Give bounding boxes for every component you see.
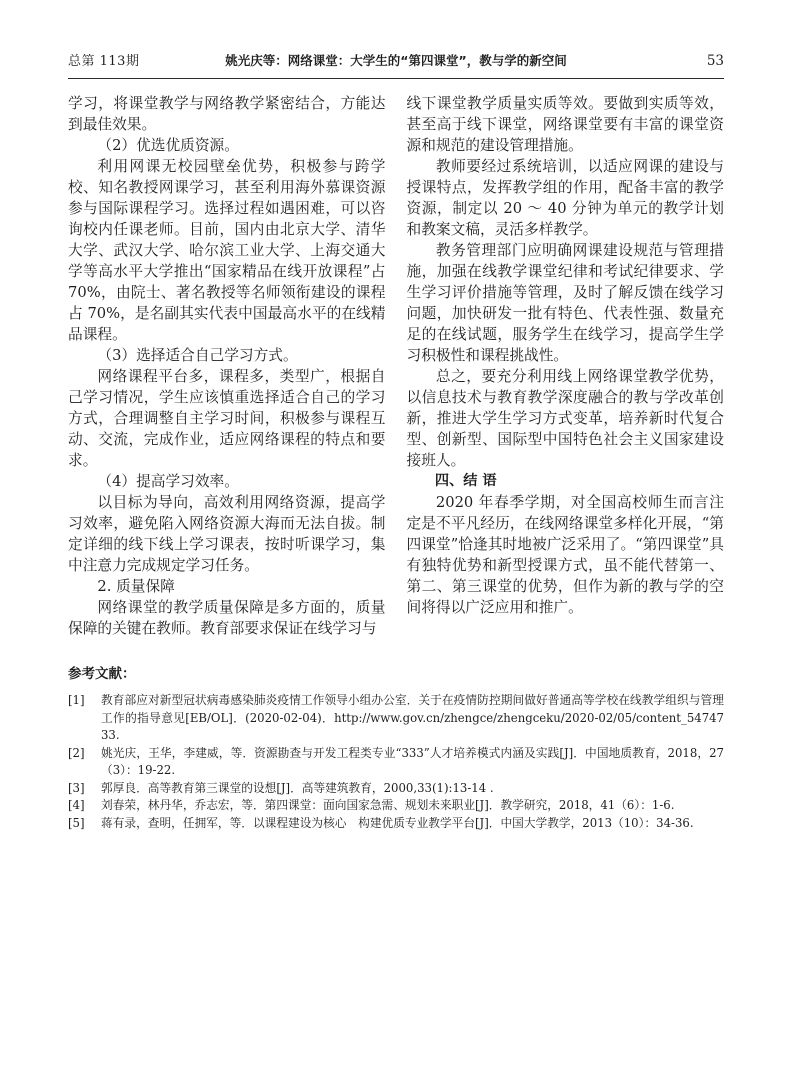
running-title: 姚光庆等：网络课堂：大学生的“第四课堂”，教与学的新空间 [225, 53, 567, 68]
left-column [68, 93, 386, 639]
reference-item [68, 745, 724, 780]
body-paragraph: （2）优选优质资源。 [97, 137, 239, 154]
reference-number: [3] [68, 780, 85, 795]
right-column [407, 93, 725, 639]
issue-number: 总第 113期 [68, 54, 140, 69]
reference-item [68, 797, 724, 815]
reference-text: 刘春荣，林丹华，乔志宏，等．第四课堂：面向国家急需、规划未来职业[J]．教学研究，2018，41（6）：1-6. [101, 798, 675, 812]
reference-text: 教育部应对新型冠状病毒感染肺炎疫情工作领导小组办公室．关于在疫情防控期间做好普通高等学校在线教学组织与管理工作的指导意见[EB/OL]．(2020-02-04)．http://www.gov.cn/zhengce/zhengceku/2020-02/05/content_5474733. [101, 693, 724, 742]
article-body [68, 93, 724, 639]
reference-text: 蒋有录，查明，任拥军，等．以课程建设为核心 构建优质专业教学平台[J]．中国大学教学，2013（10）：34-36. [101, 815, 694, 830]
body-paragraph: 以目标为导向，高效利用网络资源，提高学习效率，避免陷入网络资源大海而无法自拔。制定详细的线下线上学习课表，按时听课学习，集中注意力完成规定学习任务。 [68, 494, 386, 574]
body-paragraph: 网络课堂的教学质量保障是多方面的，质量保障的关键在教师。教育部要求保证在线学习与 [68, 599, 386, 637]
subsection-heading: 2. 质量保障 [97, 578, 175, 595]
reference-number: [2] [68, 745, 85, 760]
reference-text: 姚光庆，王华，李建威，等．资源勘查与开发工程类专业“333”人才培养模式内涵及实践[J]．中国地质教育，2018，27（3）：19-22. [101, 745, 724, 777]
page-number: 53 [706, 53, 724, 69]
body-paragraph: 教务管理部门应明确网课建设规范与管理措施，加强在线教学课堂纪律和考试纪律要求、学生学习评价措施等管理，及时了解反馈在线学习问题，加快研发一批有特色、代表性强、数量充足的在线试题，服务学生在线学习，提高学生学习积极性和课程挑战性。 [406, 242, 724, 364]
section-heading: 四、结 语 [434, 473, 497, 489]
body-paragraph: 总之，要充分利用线上网络课堂教学优势，以信息技术与教育教学深度融合的教与学改革创新，推进大学生学习方式变革，培养新时代复合型、创新型、国际型中国特色社会主义国家建设接班人。 [406, 368, 724, 469]
reference-number: [4] [68, 798, 85, 812]
body-paragraph: 教师要经过系统培训，以适应网课的建设与授课特点，发挥教学组的作用，配备丰富的教学资源，制定以 20 ～ 40 分钟为单元的教学计划和教案文稿，灵活多样教学。 [406, 158, 724, 238]
reference-number: [5] [68, 815, 85, 830]
body-paragraph: （4）提高学习效率。 [97, 473, 239, 490]
reference-item [68, 692, 724, 745]
references-section [68, 662, 724, 832]
reference-item [68, 780, 724, 798]
body-paragraph: 学习，将课堂教学与网络教学紧密结合，方能达到最佳效果。 [68, 95, 386, 133]
reference-text: 郭厚良．高等教育第三课堂的设想[J]．高等建筑教育，2000,33(1):13-14 . [101, 780, 494, 795]
reference-number: [1] [68, 693, 85, 707]
body-paragraph: 2020 年春季学期，对全国高校师生而言注定是不平凡经历，在线网络课堂多样化开展，“第四课堂”恰逢其时地被广泛采用了。“第四课堂”具有独特优势和新型授课方式，虽不能代替第一、第二、第三课堂的优势，但作为新的教与学的空间将得以广泛应用和推广。 [406, 494, 724, 616]
body-paragraph: 利用网课无校园壁垒优势，积极参与跨学校、知名教授网课学习，甚至利用海外慕课资源参与国际课程学习。选择过程如遇困难，可以咨询校内任课老师。目前，国内由北京大学、清华大学、武汉大学、哈尔滨工业大学、上海交通大学等高水平大学推出“国家精品在线开放课程”占70%，由院士、著名教授等名师领衔建设的课程占 70%，是名副其实代表中国最高水平的在线精品课程。 [68, 158, 386, 343]
running-header [68, 50, 724, 79]
references-label: 参考文献： [68, 666, 136, 682]
body-paragraph: 网络课程平台多，课程多，类型广，根据自己学习情况，学生应该慎重选择适合自己的学习方式，合理调整自主学习时间，积极参与课程互动、交流，完成作业，适应网络课程的特点和要求。 [68, 368, 386, 469]
body-paragraph: （3）选择适合自己学习方式。 [97, 347, 298, 364]
body-paragraph: 线下课堂教学质量实质等效。要做到实质等效，甚至高于线下课堂，网络课堂要有丰富的课堂资源和规范的建设管理措施。 [406, 95, 724, 154]
reference-item [68, 815, 724, 833]
